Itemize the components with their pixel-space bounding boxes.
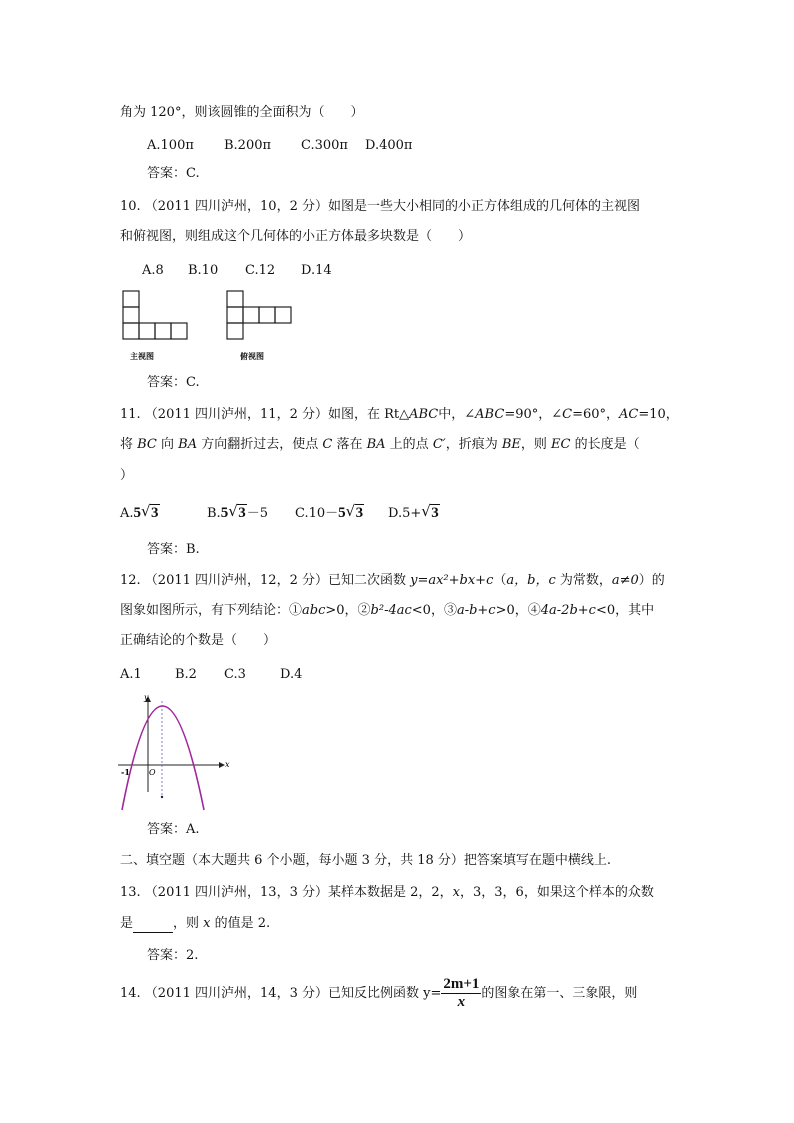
q11-text: ，则	[520, 437, 552, 452]
q11-var: C′	[432, 437, 446, 452]
q11-coef: 5	[338, 505, 346, 521]
q13-text: 的值是 2.	[210, 916, 271, 931]
q11-coef: 5	[220, 505, 229, 521]
q11-answer: 答案：B.	[147, 542, 200, 557]
q11-text: 将	[120, 437, 138, 452]
q11-option-label: C.10－	[295, 506, 339, 521]
q10-answer: 答案：C.	[147, 375, 200, 390]
q11-text: =90°，∠	[504, 407, 563, 422]
q11-var: C	[562, 407, 573, 422]
point-marker	[161, 796, 163, 798]
top-square	[243, 307, 259, 323]
top-square	[227, 323, 243, 339]
origin-label: O	[149, 768, 156, 777]
section2-heading: 二、填空题（本大题共 6 个小题，每小题 3 分，共 18 分）把答案填写在题中横线上.	[120, 853, 612, 868]
q11-text: 方向翻折过去，使点	[197, 437, 323, 452]
sqrt-symbol: √ 3	[141, 502, 159, 521]
q11-text: 上的点	[385, 437, 433, 452]
q12-text: ）的	[638, 573, 665, 588]
q11-option-b	[207, 504, 268, 523]
q12-option-a: A.1	[120, 667, 142, 682]
q12-text: 图象如图所示，有下列结论：①	[120, 603, 303, 618]
q12-text: >0，④	[495, 603, 541, 618]
q11-text: 的长度是（	[570, 437, 640, 452]
sqrt-symbol: √ 3	[345, 502, 364, 521]
q10-option-a: A.8	[142, 263, 164, 278]
q12-expr: b²-4ac	[370, 603, 412, 618]
y-axis-label: y	[144, 693, 149, 702]
q10-top-view-label: 俯视图	[240, 351, 264, 361]
q9-stem: 角为 120°，则该圆锥的全面积为（ ）	[120, 105, 364, 120]
q13-stem-line2	[120, 915, 270, 933]
q9-option-d: D.400π	[365, 138, 413, 153]
q12-option-c: C.3	[224, 667, 246, 682]
q12-text: 为常数，	[555, 573, 612, 588]
q12-expr: abc	[302, 603, 326, 618]
q11-text: =60°，	[572, 407, 620, 422]
q11-text: 11. （2011 四川泸州，11，2 分）如图，在 Rt△	[120, 407, 410, 422]
front-cube	[123, 307, 139, 323]
q11-coef: 5	[133, 505, 142, 521]
front-cube	[123, 323, 139, 339]
sqrt-symbol: √ 3	[421, 502, 439, 521]
q11-option-label: B.	[207, 506, 221, 521]
q10-front-view-label: 主视图	[130, 351, 154, 361]
q11-option-label: D.5+	[388, 506, 422, 521]
q11-text: 落在	[332, 437, 367, 452]
q12-stem-line2	[120, 602, 654, 620]
sqrt-arg: 3	[238, 505, 246, 521]
q11-var: BE	[501, 437, 521, 452]
q12-text: <0，其中	[595, 603, 655, 618]
q11-var: ABC	[475, 407, 505, 422]
q9-option-b: B.200π	[224, 138, 272, 153]
q10-option-c: C.12	[245, 263, 276, 278]
q11-option-a	[120, 504, 160, 523]
q13-text: 13. （2011 四川泸州，13，3 分）某样本数据是 2，2，	[120, 885, 453, 900]
q11-var: EC	[551, 437, 571, 452]
q11-stem-line1	[120, 406, 679, 424]
front-cube	[123, 291, 139, 307]
q11-option-label: A.	[120, 506, 134, 521]
front-cube	[171, 323, 187, 339]
q10-stem-line2: 和俯视图，则组成这个几何体的小正方体最多块数是（ ）	[120, 229, 472, 244]
q11-stem-line3: ）	[120, 468, 134, 483]
q11-var: BA	[366, 437, 386, 452]
q9-option-a: A.100π	[147, 138, 194, 153]
q11-var: BC	[137, 437, 157, 452]
q12-text: <0，③	[411, 603, 457, 618]
q13-answer: 答案：2.	[147, 948, 199, 963]
q11-var: AC	[619, 407, 639, 422]
q10-option-d: D.14	[301, 263, 332, 278]
q12-text: 12. （2011 四川泸州，12，2 分）已知二次函数	[120, 573, 411, 588]
q13-text: ，则	[173, 916, 204, 931]
q12-stem-line3: 正确结论的个数是（ ）	[120, 633, 277, 648]
q11-option-suffix: －5	[246, 506, 268, 521]
sqrt-arg: 3	[355, 505, 364, 521]
q12-stem-line1	[120, 572, 665, 590]
top-square	[275, 307, 291, 323]
fraction-numerator: 2m+1	[443, 976, 480, 992]
top-square	[227, 307, 243, 323]
q10-top-view-figure	[224, 289, 296, 343]
q14-text: 的图象在第一、三象限，则	[481, 986, 638, 1001]
q11-var: ABC	[409, 407, 439, 422]
q14-stem	[120, 976, 637, 1012]
q9-option-c: C.300π	[301, 138, 348, 153]
sqrt-arg: 3	[431, 505, 439, 521]
q12-option-d: D.4	[280, 667, 303, 682]
q11-text: 中，∠	[438, 407, 476, 422]
q13-var: x	[452, 885, 460, 900]
q11-option-d	[388, 504, 440, 523]
q12-parabola-graph	[116, 692, 236, 814]
q10-stem-line1: 10. （2011 四川泸州，10，2 分）如图是一些大小相同的小正方体组成的几何体的主视图	[120, 199, 640, 214]
q10-front-view-figure	[120, 289, 192, 343]
q11-stem-line2	[120, 436, 640, 454]
q10-option-b: B.10	[188, 263, 219, 278]
sqrt-arg: 3	[151, 505, 159, 521]
q13-var: x	[203, 916, 211, 931]
q12-answer: 答案：A.	[147, 822, 200, 837]
q12-vars: a，b，c	[506, 573, 556, 588]
q11-text: 向	[156, 437, 179, 452]
q13-text: ，3，3，6，如果这个样本的众数	[460, 885, 654, 900]
q12-expr: 4a-2b+c	[540, 603, 596, 618]
q11-var: BA	[178, 437, 198, 452]
q11-option-c	[295, 504, 364, 523]
q13-stem-line1	[120, 884, 654, 902]
parabola-curve	[122, 706, 204, 810]
q14-text: 14. （2011 四川泸州，14，3 分）已知反比例函数 y=	[120, 986, 442, 1001]
q11-text: ，折痕为	[445, 437, 502, 452]
fraction	[441, 976, 481, 1011]
fraction-denominator: x	[457, 994, 466, 1010]
front-cube	[139, 323, 155, 339]
answer-blank[interactable]	[133, 919, 173, 933]
q12-text: >0，②	[325, 603, 371, 618]
q12-ne: a≠0	[611, 573, 639, 588]
top-square	[227, 291, 243, 307]
x-axis-label: x	[225, 760, 230, 769]
q12-option-b: B.2	[175, 667, 197, 682]
q12-expr: a-b+c	[456, 603, 496, 618]
front-cube	[155, 323, 171, 339]
q12-text: （	[493, 573, 507, 588]
q12-expr: y=ax²+bx+c	[410, 573, 494, 588]
sqrt-symbol: √ 3	[228, 502, 246, 521]
q9-answer: 答案：C.	[147, 166, 200, 181]
q11-var: C	[322, 437, 333, 452]
neg-one-label: -1	[121, 767, 130, 777]
q13-text: 是	[120, 916, 134, 931]
q11-text: =10，	[638, 407, 679, 422]
top-square	[259, 307, 275, 323]
